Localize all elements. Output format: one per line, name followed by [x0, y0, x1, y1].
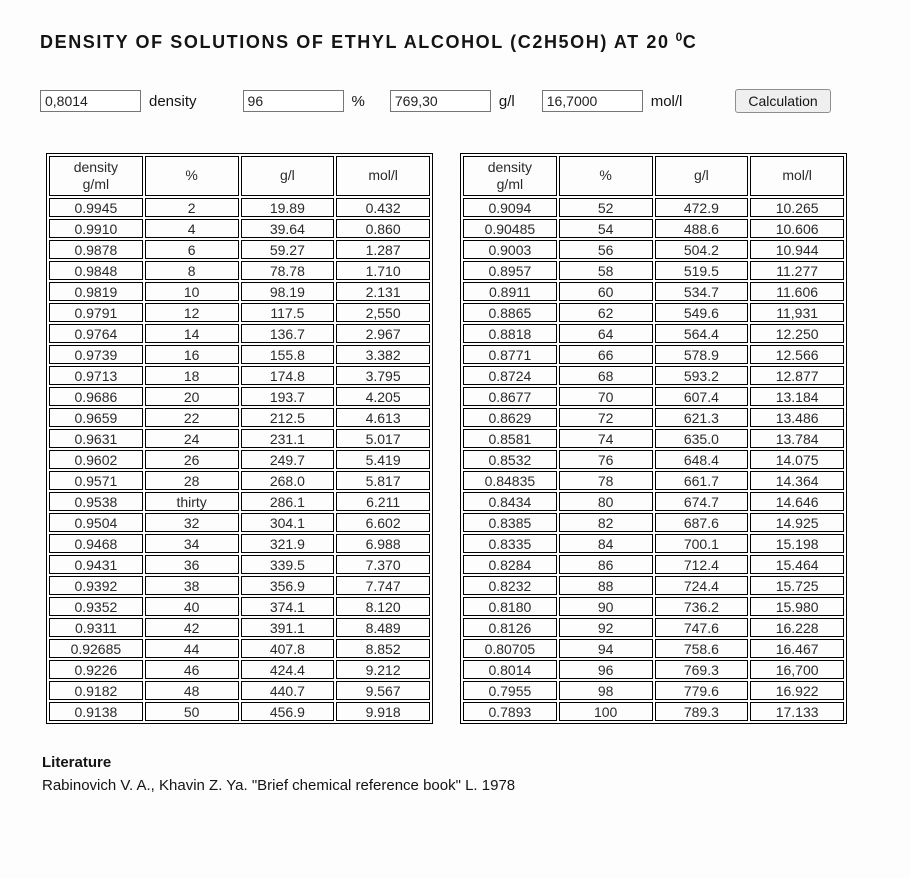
table-cell: 488.6 [655, 219, 749, 238]
header-percent: % [559, 156, 653, 196]
table-cell: 84 [559, 534, 653, 553]
table-row [463, 492, 844, 511]
table-cell: 0.9713 [49, 366, 143, 385]
table-cell: 6.211 [336, 492, 430, 511]
table-row [463, 681, 844, 700]
table-cell: 100 [559, 702, 653, 721]
table-cell: 12 [145, 303, 239, 322]
table-cell: 0.9910 [49, 219, 143, 238]
table-cell: 14.364 [750, 471, 844, 490]
table-cell: 12.877 [750, 366, 844, 385]
table-cell: 456.9 [241, 702, 335, 721]
table-row [49, 702, 430, 721]
table-cell: 0.8865 [463, 303, 557, 322]
table-row [49, 282, 430, 301]
table-cell: 2 [145, 198, 239, 217]
table-cell: 54 [559, 219, 653, 238]
table-row [463, 303, 844, 322]
table-cell: 519.5 [655, 261, 749, 280]
table-cell: 321.9 [241, 534, 335, 553]
table-cell: 0.8818 [463, 324, 557, 343]
table-cell: 0.432 [336, 198, 430, 217]
table-cell: 0.9571 [49, 471, 143, 490]
table-cell: 0.8232 [463, 576, 557, 595]
header-gl: g/l [655, 156, 749, 196]
table-cell: 193.7 [241, 387, 335, 406]
table-cell: 15.464 [750, 555, 844, 574]
table-row [49, 219, 430, 238]
table-cell: 0.8335 [463, 534, 557, 553]
table-row [49, 492, 430, 511]
table-cell: 0.9538 [49, 492, 143, 511]
table-cell: 758.6 [655, 639, 749, 658]
table-cell: 14.925 [750, 513, 844, 532]
table-cell: 76 [559, 450, 653, 469]
table-cell: 0.9764 [49, 324, 143, 343]
gl-input[interactable] [390, 90, 491, 112]
table-cell: 155.8 [241, 345, 335, 364]
table-cell: 15.198 [750, 534, 844, 553]
table-row [49, 345, 430, 364]
literature-reference: Rabinovich V. A., Khavin Z. Ya. "Brief chemical reference book" L. 1978 [42, 777, 516, 794]
table-cell: 88 [559, 576, 653, 595]
percent-label: % [351, 92, 365, 110]
table-cell: 6 [145, 240, 239, 259]
table-cell: 22 [145, 408, 239, 427]
table-cell: 16,700 [750, 660, 844, 679]
table-cell: 607.4 [655, 387, 749, 406]
table-cell: 94 [559, 639, 653, 658]
table-cell: 0.8180 [463, 597, 557, 616]
table-row [463, 408, 844, 427]
table-cell: 62 [559, 303, 653, 322]
table-cell: 78.78 [241, 261, 335, 280]
table-row [49, 660, 430, 679]
table-row [463, 639, 844, 658]
table-cell: 0.9226 [49, 660, 143, 679]
table-row [49, 387, 430, 406]
table-cell: 472.9 [655, 198, 749, 217]
table-cell: 16.228 [750, 618, 844, 637]
table-cell: 86 [559, 555, 653, 574]
table-cell: 661.7 [655, 471, 749, 490]
table-cell: 534.7 [655, 282, 749, 301]
table-cell: 0.7893 [463, 702, 557, 721]
table-cell: 2,550 [336, 303, 430, 322]
table-cell: 10.265 [750, 198, 844, 217]
density-table-left [46, 153, 433, 724]
moll-label: mol/l [650, 92, 683, 110]
table-row [463, 282, 844, 301]
table-cell: 391.1 [241, 618, 335, 637]
table-row [49, 597, 430, 616]
table-row [463, 345, 844, 364]
table-row [463, 219, 844, 238]
table-cell: 15.725 [750, 576, 844, 595]
header-gl: g/l [241, 156, 335, 196]
header-density-line1: density [487, 158, 533, 175]
table-cell: 78 [559, 471, 653, 490]
table-row [49, 429, 430, 448]
table-row [49, 240, 430, 259]
table-cell: 0.8434 [463, 492, 557, 511]
table-cell: 40 [145, 597, 239, 616]
table-cell: 52 [559, 198, 653, 217]
table-cell: 0.90485 [463, 219, 557, 238]
table-cell: 14.075 [750, 450, 844, 469]
table-row [49, 639, 430, 658]
table-cell: 0.8677 [463, 387, 557, 406]
table-cell: 356.9 [241, 576, 335, 595]
table-cell: 593.2 [655, 366, 749, 385]
moll-field-group [542, 90, 683, 112]
table-cell: 13.784 [750, 429, 844, 448]
header-density-line1: density [73, 158, 119, 175]
table-cell: 0.9352 [49, 597, 143, 616]
table-cell: 789.3 [655, 702, 749, 721]
table-cell: 39.64 [241, 219, 335, 238]
table-cell: 578.9 [655, 345, 749, 364]
table-cell: 96 [559, 660, 653, 679]
table-header-row [49, 156, 430, 196]
table-cell: 712.4 [655, 555, 749, 574]
table-cell: 674.7 [655, 492, 749, 511]
table-cell: 2.131 [336, 282, 430, 301]
table-row [49, 366, 430, 385]
table-cell: 0.9602 [49, 450, 143, 469]
table-row [463, 513, 844, 532]
table-row [463, 324, 844, 343]
table-cell: 174.8 [241, 366, 335, 385]
table-cell: 0.9878 [49, 240, 143, 259]
table-cell: 3.382 [336, 345, 430, 364]
table-cell: 0.8014 [463, 660, 557, 679]
table-cell: 98.19 [241, 282, 335, 301]
page-title [40, 30, 874, 53]
table-cell: 504.2 [655, 240, 749, 259]
table-row [463, 366, 844, 385]
table-row [49, 555, 430, 574]
literature-section [42, 754, 874, 794]
table-cell: 36 [145, 555, 239, 574]
table-row [463, 618, 844, 637]
table-row [49, 471, 430, 490]
table-cell: 0.80705 [463, 639, 557, 658]
table-cell: 249.7 [241, 450, 335, 469]
header-moll: mol/l [750, 156, 844, 196]
table-cell: 4.205 [336, 387, 430, 406]
table-cell: 0.9791 [49, 303, 143, 322]
table-cell: 0.9659 [49, 408, 143, 427]
table-cell: 621.3 [655, 408, 749, 427]
table-row [463, 660, 844, 679]
table-cell: 66 [559, 345, 653, 364]
table-cell: 70 [559, 387, 653, 406]
table-cell: 6.602 [336, 513, 430, 532]
title-text: DENSITY OF SOLUTIONS OF ETHYL ALCOHOL (C2H5OH) AT 20 [40, 32, 670, 52]
gl-label: g/l [498, 92, 515, 110]
table-cell: 28 [145, 471, 239, 490]
table-cell: 0.8385 [463, 513, 557, 532]
moll-input[interactable] [542, 90, 643, 112]
table-cell: 635.0 [655, 429, 749, 448]
table-cell: 231.1 [241, 429, 335, 448]
table-cell: 68 [559, 366, 653, 385]
table-cell: 0.8126 [463, 618, 557, 637]
table-cell: 10.606 [750, 219, 844, 238]
table-cell: 34 [145, 534, 239, 553]
table-cell: 0.92685 [49, 639, 143, 658]
header-density-line2: g/ml [496, 176, 524, 192]
table-cell: 82 [559, 513, 653, 532]
table-cell: 136.7 [241, 324, 335, 343]
table-cell: 58 [559, 261, 653, 280]
title-degree-letter: C [682, 32, 697, 52]
table-cell: 0.9431 [49, 555, 143, 574]
table-row [463, 450, 844, 469]
table-cell: 0.9094 [463, 198, 557, 217]
table-cell: 724.4 [655, 576, 749, 595]
literature-heading: Literature [42, 754, 112, 771]
table-cell: 18 [145, 366, 239, 385]
table-cell: 268.0 [241, 471, 335, 490]
table-cell: 747.6 [655, 618, 749, 637]
table-cell: 7.370 [336, 555, 430, 574]
table-cell: 7.747 [336, 576, 430, 595]
table-cell: 14.646 [750, 492, 844, 511]
table-row [463, 261, 844, 280]
table-cell: 0.860 [336, 219, 430, 238]
header-density-gml [49, 156, 143, 196]
table-row [49, 408, 430, 427]
table-cell: 1.710 [336, 261, 430, 280]
table-cell: 8 [145, 261, 239, 280]
table-cell: 20 [145, 387, 239, 406]
table-cell: 286.1 [241, 492, 335, 511]
header-density-line2: g/ml [82, 176, 110, 192]
table-cell: 0.8724 [463, 366, 557, 385]
table-cell: 2.967 [336, 324, 430, 343]
table-cell: 11,931 [750, 303, 844, 322]
table-row [463, 471, 844, 490]
table-cell: 5.817 [336, 471, 430, 490]
density-table-right [460, 153, 847, 724]
table-cell: 3.795 [336, 366, 430, 385]
table-cell: 10.944 [750, 240, 844, 259]
table-row [463, 597, 844, 616]
table-body-right [463, 198, 844, 721]
table-cell: 9.567 [336, 681, 430, 700]
table-row [49, 324, 430, 343]
table-cell: 1.287 [336, 240, 430, 259]
table-cell: 16.922 [750, 681, 844, 700]
table-cell: 19.89 [241, 198, 335, 217]
table-row [463, 555, 844, 574]
calculation-button[interactable]: Calculation [735, 89, 830, 113]
table-cell: 12.566 [750, 345, 844, 364]
table-cell: 9.918 [336, 702, 430, 721]
table-cell: 8.120 [336, 597, 430, 616]
table-cell: 92 [559, 618, 653, 637]
table-cell: 15.980 [750, 597, 844, 616]
table-cell: 0.9739 [49, 345, 143, 364]
table-row [463, 702, 844, 721]
table-cell: 5.017 [336, 429, 430, 448]
table-cell: 60 [559, 282, 653, 301]
table-cell: 0.9631 [49, 429, 143, 448]
table-cell: 9.212 [336, 660, 430, 679]
density-input[interactable] [40, 90, 141, 112]
table-cell: 4 [145, 219, 239, 238]
table-row [49, 576, 430, 595]
table-row [463, 534, 844, 553]
table-row [49, 303, 430, 322]
table-cell: 0.8911 [463, 282, 557, 301]
table-row [463, 240, 844, 259]
table-cell: 0.9392 [49, 576, 143, 595]
table-cell: 11.277 [750, 261, 844, 280]
table-cell: 304.1 [241, 513, 335, 532]
table-cell: thirty [145, 492, 239, 511]
table-cell: 0.9945 [49, 198, 143, 217]
table-cell: 440.7 [241, 681, 335, 700]
table-cell: 0.7955 [463, 681, 557, 700]
table-cell: 0.84835 [463, 471, 557, 490]
table-row [463, 198, 844, 217]
percent-field-group [243, 90, 365, 112]
table-cell: 98 [559, 681, 653, 700]
table-cell: 11.606 [750, 282, 844, 301]
table-cell: 374.1 [241, 597, 335, 616]
table-cell: 90 [559, 597, 653, 616]
table-cell: 648.4 [655, 450, 749, 469]
table-cell: 769.3 [655, 660, 749, 679]
table-cell: 564.4 [655, 324, 749, 343]
table-row [49, 513, 430, 532]
table-cell: 13.184 [750, 387, 844, 406]
table-cell: 32 [145, 513, 239, 532]
table-body-left [49, 198, 430, 721]
table-row [49, 261, 430, 280]
table-cell: 16 [145, 345, 239, 364]
table-cell: 212.5 [241, 408, 335, 427]
table-cell: 13.486 [750, 408, 844, 427]
table-cell: 5.419 [336, 450, 430, 469]
table-cell: 14 [145, 324, 239, 343]
table-row [49, 534, 430, 553]
header-density-gml [463, 156, 557, 196]
table-cell: 4.613 [336, 408, 430, 427]
header-percent: % [145, 156, 239, 196]
table-cell: 736.2 [655, 597, 749, 616]
table-cell: 0.9504 [49, 513, 143, 532]
table-cell: 0.8771 [463, 345, 557, 364]
table-cell: 8.489 [336, 618, 430, 637]
table-cell: 339.5 [241, 555, 335, 574]
density-field-group [40, 90, 197, 112]
table-cell: 80 [559, 492, 653, 511]
table-cell: 72 [559, 408, 653, 427]
table-cell: 0.9003 [463, 240, 557, 259]
table-row [49, 618, 430, 637]
table-cell: 117.5 [241, 303, 335, 322]
table-cell: 407.8 [241, 639, 335, 658]
gl-field-group [390, 90, 515, 112]
table-cell: 38 [145, 576, 239, 595]
table-cell: 10 [145, 282, 239, 301]
table-cell: 64 [559, 324, 653, 343]
table-cell: 12.250 [750, 324, 844, 343]
table-cell: 8.852 [336, 639, 430, 658]
table-cell: 6.988 [336, 534, 430, 553]
table-cell: 0.9138 [49, 702, 143, 721]
table-cell: 0.9182 [49, 681, 143, 700]
percent-input[interactable] [243, 90, 344, 112]
table-cell: 0.9819 [49, 282, 143, 301]
table-cell: 549.6 [655, 303, 749, 322]
table-cell: 0.8629 [463, 408, 557, 427]
table-cell: 17.133 [750, 702, 844, 721]
table-cell: 50 [145, 702, 239, 721]
table-cell: 700.1 [655, 534, 749, 553]
density-label: density [149, 92, 197, 110]
table-cell: 0.9686 [49, 387, 143, 406]
table-cell: 779.6 [655, 681, 749, 700]
table-cell: 0.8532 [463, 450, 557, 469]
table-row [463, 387, 844, 406]
table-cell: 0.9468 [49, 534, 143, 553]
table-cell: 48 [145, 681, 239, 700]
header-moll: mol/l [336, 156, 430, 196]
calculator-form [40, 89, 874, 113]
table-row [49, 681, 430, 700]
table-cell: 56 [559, 240, 653, 259]
title-degree-digit: 0 [675, 30, 683, 44]
table-cell: 0.8284 [463, 555, 557, 574]
table-cell: 687.6 [655, 513, 749, 532]
table-row [463, 576, 844, 595]
table-cell: 424.4 [241, 660, 335, 679]
table-row [49, 198, 430, 217]
table-header-row [463, 156, 844, 196]
table-cell: 16.467 [750, 639, 844, 658]
table-row [49, 450, 430, 469]
table-cell: 42 [145, 618, 239, 637]
table-cell: 0.8957 [463, 261, 557, 280]
table-cell: 59.27 [241, 240, 335, 259]
table-cell: 74 [559, 429, 653, 448]
table-cell: 46 [145, 660, 239, 679]
table-row [463, 429, 844, 448]
table-cell: 0.9311 [49, 618, 143, 637]
table-cell: 26 [145, 450, 239, 469]
tables-container [46, 153, 874, 724]
table-cell: 24 [145, 429, 239, 448]
table-cell: 44 [145, 639, 239, 658]
table-cell: 0.8581 [463, 429, 557, 448]
table-cell: 0.9848 [49, 261, 143, 280]
